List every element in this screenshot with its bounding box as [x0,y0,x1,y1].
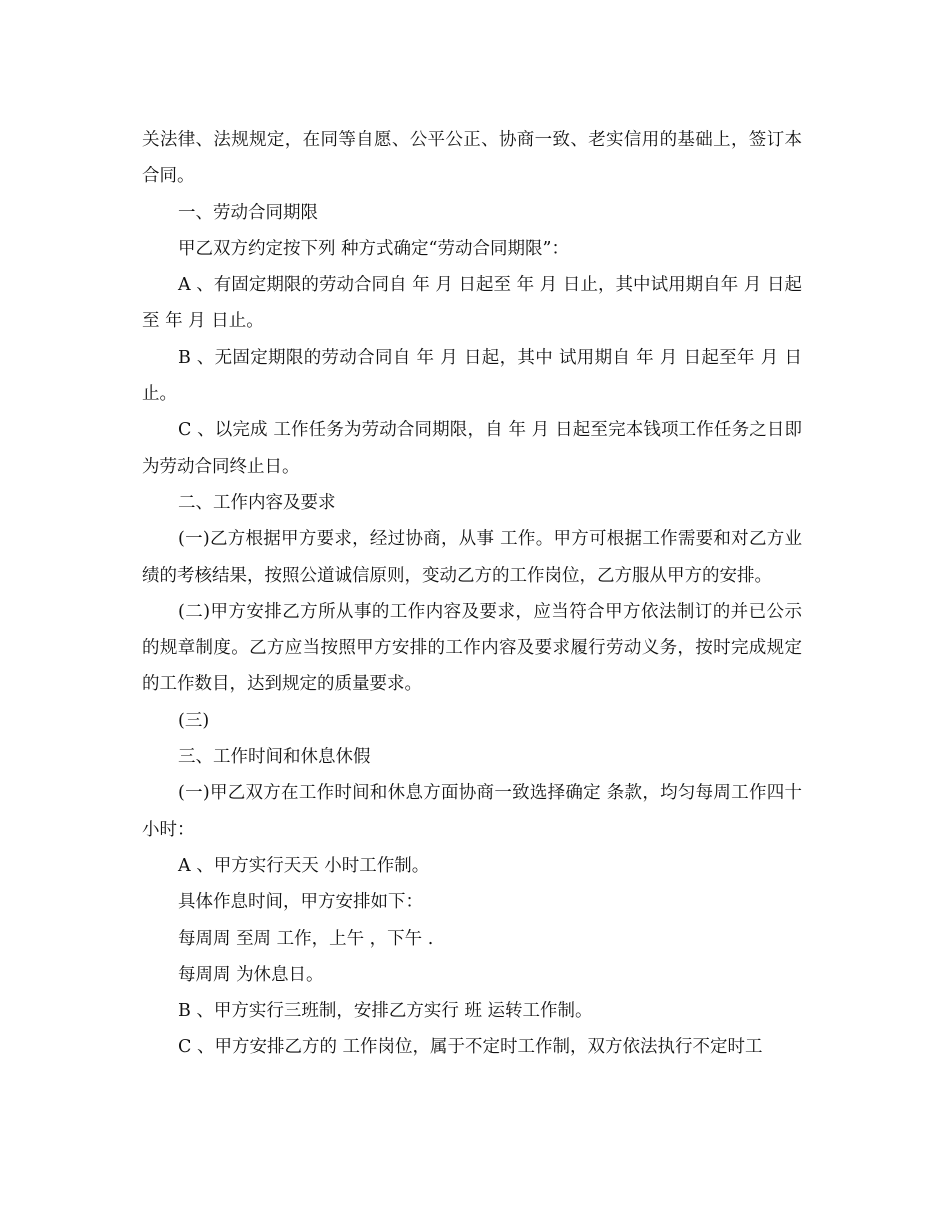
paragraph-option-c: C 、以完成 工作任务为劳动合同期限，自 年 月 日起至完本钱项工作任务之日即为劳动合同终止日。 [142,420,802,477]
paragraph-rest-day: 每周周 为休息日。 [178,964,324,985]
paragraph-hours-option-a: A 、甲方实行天天 小时工作制。 [178,855,430,876]
section-heading-contract-term: 一、劳动合同期限 [178,202,318,223]
paragraph-work-3: (三) [178,710,210,731]
paragraph-schedule: 具体作息时间，甲方安排如下： [178,892,423,913]
paragraph-hours-option-b: B 、甲方实行三班制，安排乙方实行 班 运转工作制。 [178,1001,593,1022]
section-heading-working-hours: 三、工作时间和休息休假 [178,747,371,768]
paragraph-2: 甲乙双方约定按下列 种方式确定“劳动合同期限”： [178,238,569,259]
section-heading-work-content: 二、工作内容及要求 [178,492,336,513]
paragraph-work-2: (二)甲方安排乙方所从事的工作内容及要求，应当符合甲方依法制订的并已公示的规章制度。乙方应当按照甲方安排的工作内容及要求履行劳动义务，按时完成规定的工作数目，达到规定的质量要求。 [142,601,802,695]
paragraph-work-1: (一)乙方根据甲方要求，经过协商，从事 工作。甲方可根据工作需要和对乙方业绩的考核结果，按照公道诚信原则，变动乙方的工作岗位，乙方服从甲方的安排。 [142,529,802,586]
paragraph-hours-option-c: C 、甲方安排乙方的 工作岗位，属于不定时工作制，双方依法执行不定时工 [178,1037,763,1058]
paragraph-option-b: B 、无固定期限的劳动合同自 年 月 日起，其中 试用期自 年 月 日起至年 月 日止。 [142,347,802,405]
paragraph-1: 关法律、法规规定，在同等自愿、公平公正、协商一致、老实信用的基础上，签订本合同。 [142,130,802,187]
document-page [142,122,802,1066]
paragraph-weekly-work: 每周周 至周 工作，上午 ，下午 . [178,928,434,949]
paragraph-option-a: A 、有固定期限的劳动合同自 年 月 日起至 年 月 日止，其中试用期自年 月 日起至 年 月 日止。 [142,275,802,332]
paragraph-hours-1: (一)甲乙双方在工作时间和休息方面协商一致选择确定 条款，均匀每周工作四十小时： [142,783,802,840]
